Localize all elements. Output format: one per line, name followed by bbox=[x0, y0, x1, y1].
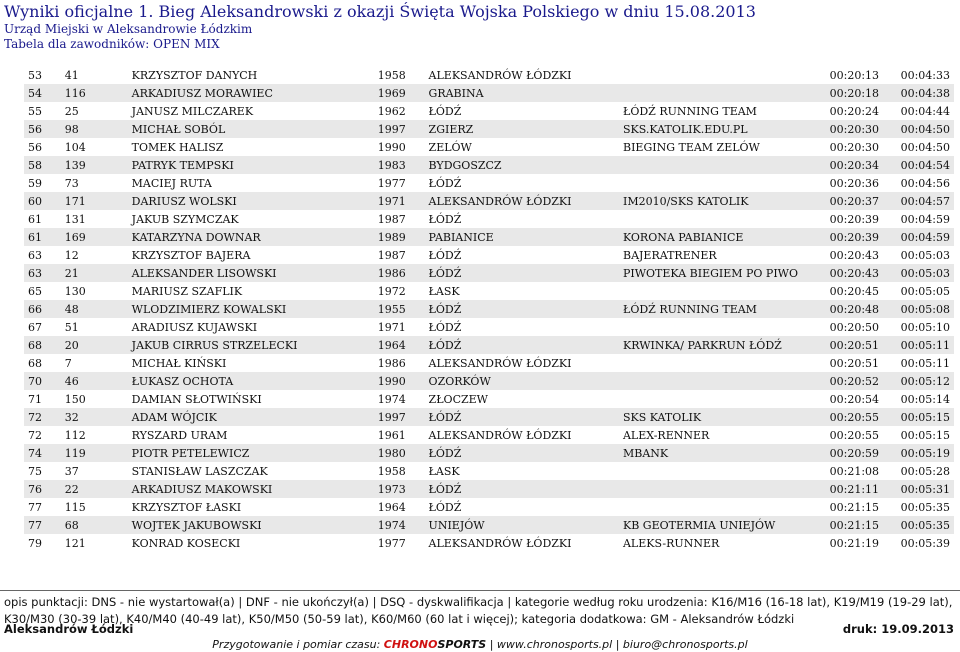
name-cell: DAMIAN SŁOTWIŃSKI bbox=[128, 390, 374, 408]
place-cell: 72 bbox=[24, 408, 61, 426]
name-cell: ARKADIUSZ MAKOWSKI bbox=[128, 480, 374, 498]
city-cell: ZELÓW bbox=[425, 138, 619, 156]
club-cell bbox=[619, 66, 816, 84]
pace-cell: 00:04:38 bbox=[883, 84, 954, 102]
place-cell: 61 bbox=[24, 210, 61, 228]
year-cell: 1969 bbox=[374, 84, 425, 102]
timing-credits bbox=[0, 638, 960, 651]
table-row bbox=[24, 426, 954, 444]
credits-suffix: | www.chronosports.pl | biuro@chronosports.pl bbox=[486, 638, 748, 651]
pace-cell: 00:04:59 bbox=[883, 228, 954, 246]
place-cell: 72 bbox=[24, 426, 61, 444]
table-row bbox=[24, 174, 954, 192]
bib-cell: 51 bbox=[61, 318, 128, 336]
place-cell: 63 bbox=[24, 264, 61, 282]
time-cell: 00:21:08 bbox=[816, 462, 883, 480]
name-cell: KRZYSZTOF DANYCH bbox=[128, 66, 374, 84]
footer-place: Aleksandrów Łódzki bbox=[4, 622, 134, 636]
pace-cell: 00:05:05 bbox=[883, 282, 954, 300]
pace-cell: 00:04:50 bbox=[883, 138, 954, 156]
time-cell: 00:21:15 bbox=[816, 516, 883, 534]
year-cell: 1987 bbox=[374, 210, 425, 228]
city-cell: ALEKSANDRÓW ŁÓDZKI bbox=[425, 534, 619, 552]
city-cell: ŁÓDŹ bbox=[425, 444, 619, 462]
table-row bbox=[24, 138, 954, 156]
place-cell: 68 bbox=[24, 354, 61, 372]
pace-cell: 00:05:11 bbox=[883, 336, 954, 354]
place-cell: 70 bbox=[24, 372, 61, 390]
time-cell: 00:20:55 bbox=[816, 408, 883, 426]
bib-cell: 32 bbox=[61, 408, 128, 426]
club-cell bbox=[619, 390, 816, 408]
name-cell: TOMEK HALISZ bbox=[128, 138, 374, 156]
table-row bbox=[24, 462, 954, 480]
place-cell: 75 bbox=[24, 462, 61, 480]
bib-cell: 115 bbox=[61, 498, 128, 516]
table-row bbox=[24, 228, 954, 246]
time-cell: 00:20:43 bbox=[816, 246, 883, 264]
year-cell: 1958 bbox=[374, 66, 425, 84]
city-cell: ŁASK bbox=[425, 462, 619, 480]
year-cell: 1974 bbox=[374, 390, 425, 408]
name-cell: MICHAŁ SOBÓL bbox=[128, 120, 374, 138]
club-cell: KB GEOTERMIA UNIEJÓW bbox=[619, 516, 816, 534]
club-cell: ALEX-RENNER bbox=[619, 426, 816, 444]
table-row bbox=[24, 282, 954, 300]
place-cell: 68 bbox=[24, 336, 61, 354]
place-cell: 56 bbox=[24, 120, 61, 138]
club-cell: SKS KATOLIK bbox=[619, 408, 816, 426]
pace-cell: 00:04:50 bbox=[883, 120, 954, 138]
city-cell: ŁÓDŹ bbox=[425, 102, 619, 120]
name-cell: JAKUB SZYMCZAK bbox=[128, 210, 374, 228]
name-cell: JAKUB CIRRUS STRZELECKI bbox=[128, 336, 374, 354]
city-cell: ZGIERZ bbox=[425, 120, 619, 138]
brand-chrono: CHRONO bbox=[383, 638, 438, 651]
table-row bbox=[24, 66, 954, 84]
year-cell: 1980 bbox=[374, 444, 425, 462]
place-cell: 79 bbox=[24, 534, 61, 552]
bib-cell: 12 bbox=[61, 246, 128, 264]
club-cell bbox=[619, 156, 816, 174]
table-row bbox=[24, 264, 954, 282]
pace-cell: 00:04:57 bbox=[883, 192, 954, 210]
table-row bbox=[24, 102, 954, 120]
name-cell: ARKADIUSZ MORAWIEC bbox=[128, 84, 374, 102]
scoring-legend: opis punktacji: DNS - nie wystartował(a) | DNF - nie ukończył(a) | DSQ - dyskwalifikacja | kategorie według roku urodzenia: K16/M16 (16-18 lat), K19/M19 (19-29 lat), K30/M30 (30-39 lat), K40/M40 (40-49 lat), K50/M50 (50-59 lat), K60/M60 (60 lat i więcej); kategoria dodatkowa: GM - Aleksandrów Łódzki bbox=[4, 595, 953, 626]
city-cell: ZŁOCZEW bbox=[425, 390, 619, 408]
organizer-name: Urząd Miejski w Aleksandrowie Łódzkim bbox=[4, 22, 253, 36]
city-cell: ŁÓDŹ bbox=[425, 498, 619, 516]
city-cell: ŁÓDŹ bbox=[425, 480, 619, 498]
name-cell: MACIEJ RUTA bbox=[128, 174, 374, 192]
bib-cell: 73 bbox=[61, 174, 128, 192]
bib-cell: 41 bbox=[61, 66, 128, 84]
club-cell: BAJERATRENER bbox=[619, 246, 816, 264]
pace-cell: 00:05:28 bbox=[883, 462, 954, 480]
year-cell: 1989 bbox=[374, 228, 425, 246]
table-row bbox=[24, 210, 954, 228]
place-cell: 59 bbox=[24, 174, 61, 192]
bib-cell: 25 bbox=[61, 102, 128, 120]
table-row bbox=[24, 84, 954, 102]
city-cell: UNIEJÓW bbox=[425, 516, 619, 534]
bib-cell: 46 bbox=[61, 372, 128, 390]
pace-cell: 00:04:54 bbox=[883, 156, 954, 174]
name-cell: STANISŁAW LASZCZAK bbox=[128, 462, 374, 480]
club-cell bbox=[619, 372, 816, 390]
table-row bbox=[24, 354, 954, 372]
time-cell: 00:20:36 bbox=[816, 174, 883, 192]
pace-cell: 00:04:56 bbox=[883, 174, 954, 192]
pace-cell: 00:05:19 bbox=[883, 444, 954, 462]
bib-cell: 171 bbox=[61, 192, 128, 210]
name-cell: MICHAŁ KIŃSKI bbox=[128, 354, 374, 372]
club-cell bbox=[619, 498, 816, 516]
year-cell: 1986 bbox=[374, 264, 425, 282]
table-row bbox=[24, 192, 954, 210]
bib-cell: 22 bbox=[61, 480, 128, 498]
club-cell bbox=[619, 462, 816, 480]
bib-cell: 20 bbox=[61, 336, 128, 354]
club-cell bbox=[619, 210, 816, 228]
time-cell: 00:20:51 bbox=[816, 336, 883, 354]
name-cell: RYSZARD URAM bbox=[128, 426, 374, 444]
table-label: Tabela dla zawodników: OPEN MIX bbox=[4, 37, 220, 51]
pace-cell: 00:05:14 bbox=[883, 390, 954, 408]
time-cell: 00:20:43 bbox=[816, 264, 883, 282]
time-cell: 00:20:51 bbox=[816, 354, 883, 372]
year-cell: 1964 bbox=[374, 498, 425, 516]
year-cell: 1977 bbox=[374, 534, 425, 552]
club-cell bbox=[619, 282, 816, 300]
year-cell: 1990 bbox=[374, 372, 425, 390]
time-cell: 00:20:18 bbox=[816, 84, 883, 102]
name-cell: KATARZYNA DOWNAR bbox=[128, 228, 374, 246]
year-cell: 1972 bbox=[374, 282, 425, 300]
place-cell: 54 bbox=[24, 84, 61, 102]
time-cell: 00:20:55 bbox=[816, 426, 883, 444]
time-cell: 00:20:52 bbox=[816, 372, 883, 390]
table-row bbox=[24, 246, 954, 264]
year-cell: 1958 bbox=[374, 462, 425, 480]
place-cell: 63 bbox=[24, 246, 61, 264]
table-row bbox=[24, 408, 954, 426]
name-cell: ADAM WÓJCIK bbox=[128, 408, 374, 426]
bib-cell: 131 bbox=[61, 210, 128, 228]
name-cell: ARADIUSZ KUJAWSKI bbox=[128, 318, 374, 336]
year-cell: 1955 bbox=[374, 300, 425, 318]
year-cell: 1962 bbox=[374, 102, 425, 120]
club-cell: KORONA PABIANICE bbox=[619, 228, 816, 246]
city-cell: ALEKSANDRÓW ŁÓDZKI bbox=[425, 354, 619, 372]
bib-cell: 68 bbox=[61, 516, 128, 534]
year-cell: 1983 bbox=[374, 156, 425, 174]
bib-cell: 98 bbox=[61, 120, 128, 138]
table-row bbox=[24, 444, 954, 462]
name-cell: DARIUSZ WOLSKI bbox=[128, 192, 374, 210]
brand-sports: SPORTS bbox=[437, 638, 487, 651]
club-cell bbox=[619, 174, 816, 192]
bib-cell: 37 bbox=[61, 462, 128, 480]
club-cell: KRWINKA/ PARKRUN ŁÓDŹ bbox=[619, 336, 816, 354]
time-cell: 00:20:48 bbox=[816, 300, 883, 318]
club-cell: ŁÓDŹ RUNNING TEAM bbox=[619, 102, 816, 120]
pace-cell: 00:05:10 bbox=[883, 318, 954, 336]
time-cell: 00:21:11 bbox=[816, 480, 883, 498]
year-cell: 1997 bbox=[374, 408, 425, 426]
bib-cell: 130 bbox=[61, 282, 128, 300]
time-cell: 00:20:39 bbox=[816, 210, 883, 228]
city-cell: ŁÓDŹ bbox=[425, 318, 619, 336]
year-cell: 1997 bbox=[374, 120, 425, 138]
place-cell: 76 bbox=[24, 480, 61, 498]
bib-cell: 119 bbox=[61, 444, 128, 462]
time-cell: 00:20:30 bbox=[816, 138, 883, 156]
name-cell: PIOTR PETELEWICZ bbox=[128, 444, 374, 462]
place-cell: 56 bbox=[24, 138, 61, 156]
credits-prefix: Przygotowanie i pomiar czasu: bbox=[212, 638, 384, 651]
city-cell: ALEKSANDRÓW ŁÓDZKI bbox=[425, 192, 619, 210]
year-cell: 1987 bbox=[374, 246, 425, 264]
place-cell: 77 bbox=[24, 516, 61, 534]
name-cell: KRZYSZTOF ŁASKI bbox=[128, 498, 374, 516]
year-cell: 1971 bbox=[374, 192, 425, 210]
club-cell bbox=[619, 480, 816, 498]
table-row bbox=[24, 336, 954, 354]
bib-cell: 121 bbox=[61, 534, 128, 552]
place-cell: 60 bbox=[24, 192, 61, 210]
city-cell: ALEKSANDRÓW ŁÓDZKI bbox=[425, 426, 619, 444]
time-cell: 00:20:24 bbox=[816, 102, 883, 120]
pace-cell: 00:05:08 bbox=[883, 300, 954, 318]
year-cell: 1977 bbox=[374, 174, 425, 192]
pace-cell: 00:05:12 bbox=[883, 372, 954, 390]
pace-cell: 00:05:15 bbox=[883, 426, 954, 444]
year-cell: 1971 bbox=[374, 318, 425, 336]
bib-cell: 139 bbox=[61, 156, 128, 174]
city-cell: ŁASK bbox=[425, 282, 619, 300]
time-cell: 00:20:39 bbox=[816, 228, 883, 246]
header bbox=[4, 2, 756, 52]
table-row bbox=[24, 156, 954, 174]
place-cell: 74 bbox=[24, 444, 61, 462]
bib-cell: 169 bbox=[61, 228, 128, 246]
place-cell: 67 bbox=[24, 318, 61, 336]
table-row bbox=[24, 516, 954, 534]
place-cell: 65 bbox=[24, 282, 61, 300]
city-cell: ŁÓDŹ bbox=[425, 408, 619, 426]
name-cell: JANUSZ MILCZAREK bbox=[128, 102, 374, 120]
place-cell: 53 bbox=[24, 66, 61, 84]
pace-cell: 00:04:59 bbox=[883, 210, 954, 228]
place-cell: 58 bbox=[24, 156, 61, 174]
pace-cell: 00:04:33 bbox=[883, 66, 954, 84]
time-cell: 00:20:54 bbox=[816, 390, 883, 408]
year-cell: 1986 bbox=[374, 354, 425, 372]
city-cell: ŁÓDŹ bbox=[425, 210, 619, 228]
club-cell: BIEGING TEAM ZELÓW bbox=[619, 138, 816, 156]
pace-cell: 00:05:15 bbox=[883, 408, 954, 426]
year-cell: 1973 bbox=[374, 480, 425, 498]
results-table bbox=[24, 66, 954, 552]
year-cell: 1961 bbox=[374, 426, 425, 444]
name-cell: ŁUKASZ OCHOTA bbox=[128, 372, 374, 390]
city-cell: ŁÓDŹ bbox=[425, 174, 619, 192]
time-cell: 00:20:13 bbox=[816, 66, 883, 84]
results-title: Wyniki oficjalne 1. Bieg Aleksandrowski z okazji Święta Wojska Polskiego w dniu 15.08.2013 bbox=[4, 2, 756, 21]
club-cell: MBANK bbox=[619, 444, 816, 462]
place-cell: 77 bbox=[24, 498, 61, 516]
pace-cell: 00:05:11 bbox=[883, 354, 954, 372]
time-cell: 00:21:15 bbox=[816, 498, 883, 516]
place-cell: 66 bbox=[24, 300, 61, 318]
city-cell: OZORKÓW bbox=[425, 372, 619, 390]
year-cell: 1964 bbox=[374, 336, 425, 354]
bib-cell: 150 bbox=[61, 390, 128, 408]
table-row bbox=[24, 390, 954, 408]
time-cell: 00:20:59 bbox=[816, 444, 883, 462]
city-cell: GRABINA bbox=[425, 84, 619, 102]
name-cell: KONRAD KOSECKI bbox=[128, 534, 374, 552]
bib-cell: 48 bbox=[61, 300, 128, 318]
place-cell: 71 bbox=[24, 390, 61, 408]
city-cell: ALEKSANDRÓW ŁÓDZKI bbox=[425, 66, 619, 84]
city-cell: ŁÓDŹ bbox=[425, 336, 619, 354]
print-date: druk: 19.09.2013 bbox=[842, 622, 954, 636]
bib-cell: 116 bbox=[61, 84, 128, 102]
club-cell: ALEKS-RUNNER bbox=[619, 534, 816, 552]
time-cell: 00:20:45 bbox=[816, 282, 883, 300]
city-cell: ŁÓDŹ bbox=[425, 300, 619, 318]
bib-cell: 21 bbox=[61, 264, 128, 282]
club-cell: ŁÓDŹ RUNNING TEAM bbox=[619, 300, 816, 318]
city-cell: ŁÓDŹ bbox=[425, 264, 619, 282]
table-row bbox=[24, 300, 954, 318]
pace-cell: 00:05:35 bbox=[883, 516, 954, 534]
table-row bbox=[24, 318, 954, 336]
name-cell: WLODZIMIERZ KOWALSKI bbox=[128, 300, 374, 318]
footer-divider bbox=[0, 590, 960, 591]
city-cell: BYDGOSZCZ bbox=[425, 156, 619, 174]
table-row bbox=[24, 480, 954, 498]
city-cell: PABIANICE bbox=[425, 228, 619, 246]
club-cell bbox=[619, 84, 816, 102]
city-cell: ŁÓDŹ bbox=[425, 246, 619, 264]
bib-cell: 112 bbox=[61, 426, 128, 444]
table-row bbox=[24, 120, 954, 138]
name-cell: WOJTEK JAKUBOWSKI bbox=[128, 516, 374, 534]
time-cell: 00:20:30 bbox=[816, 120, 883, 138]
table-row bbox=[24, 534, 954, 552]
name-cell: MARIUSZ SZAFLIK bbox=[128, 282, 374, 300]
year-cell: 1990 bbox=[374, 138, 425, 156]
pace-cell: 00:05:03 bbox=[883, 264, 954, 282]
results-table-body bbox=[24, 66, 954, 552]
time-cell: 00:20:34 bbox=[816, 156, 883, 174]
table-row bbox=[24, 498, 954, 516]
name-cell: ALEKSANDER LISOWSKI bbox=[128, 264, 374, 282]
club-cell bbox=[619, 318, 816, 336]
club-cell: SKS.KATOLIK.EDU.PL bbox=[619, 120, 816, 138]
place-cell: 61 bbox=[24, 228, 61, 246]
pace-cell: 00:05:39 bbox=[883, 534, 954, 552]
time-cell: 00:20:50 bbox=[816, 318, 883, 336]
club-cell: IM2010/SKS KATOLIK bbox=[619, 192, 816, 210]
pace-cell: 00:04:44 bbox=[883, 102, 954, 120]
time-cell: 00:20:37 bbox=[816, 192, 883, 210]
name-cell: KRZYSZTOF BAJERA bbox=[128, 246, 374, 264]
pace-cell: 00:05:03 bbox=[883, 246, 954, 264]
bib-cell: 104 bbox=[61, 138, 128, 156]
pace-cell: 00:05:35 bbox=[883, 498, 954, 516]
name-cell: PATRYK TEMPSKI bbox=[128, 156, 374, 174]
time-cell: 00:21:19 bbox=[816, 534, 883, 552]
year-cell: 1974 bbox=[374, 516, 425, 534]
club-cell bbox=[619, 354, 816, 372]
place-cell: 55 bbox=[24, 102, 61, 120]
club-cell: PIWOTEKA BIEGIEM PO PIWO bbox=[619, 264, 816, 282]
bib-cell: 7 bbox=[61, 354, 128, 372]
pace-cell: 00:05:31 bbox=[883, 480, 954, 498]
table-row bbox=[24, 372, 954, 390]
